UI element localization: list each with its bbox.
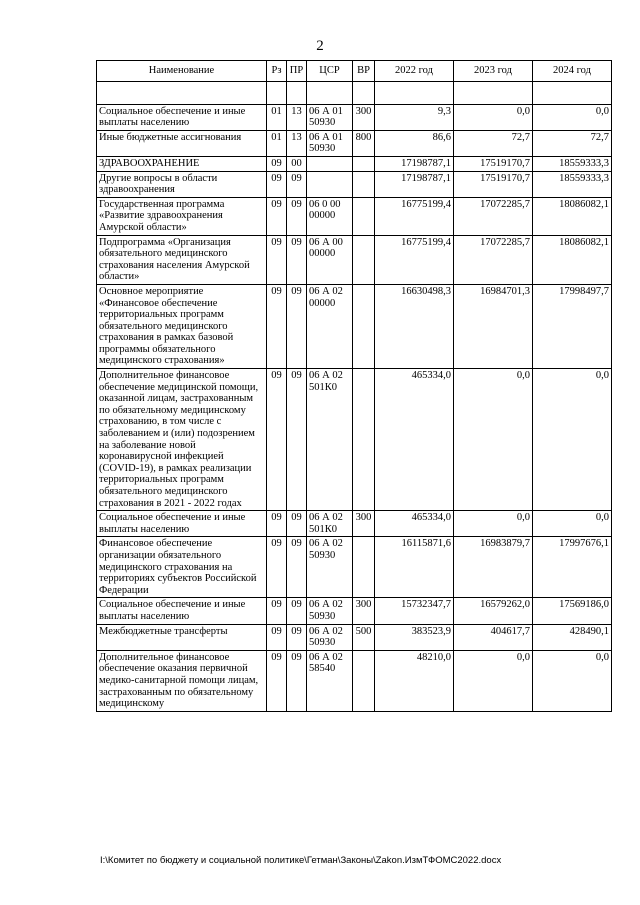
row-name: Государственная программа «Развитие здравоохранения Амурской области» <box>97 197 267 235</box>
row-vr <box>353 537 375 598</box>
row-value-2024: 18086082,1 <box>533 235 612 284</box>
column-header-rz: Рз <box>267 61 287 82</box>
row-name: Дополнительное финансовое обеспечение оказания первичной медико-санитарной помощи лицам, застрахованным по обязательному медицинскому <box>97 650 267 711</box>
row-vr: 300 <box>353 511 375 537</box>
row-value-2022: 86,6 <box>375 130 454 156</box>
document-file-path: I:\Комитет по бюджету и социальной политике\Гетман\Законы\Zakon.ИзмТФОМС2022.docx <box>100 855 502 866</box>
column-header-2024: 2024 год <box>533 61 612 82</box>
row-csr: 06 А 02 501К0 <box>307 511 353 537</box>
row-vr <box>353 171 375 197</box>
row-vr: 300 <box>353 104 375 130</box>
table-row <box>97 650 612 711</box>
row-csr: 06 А 02 50930 <box>307 537 353 598</box>
row-pr: 09 <box>287 537 307 598</box>
row-value-2024: 17998497,7 <box>533 284 612 368</box>
row-value-2023: 16983879,7 <box>454 537 533 598</box>
row-rz: 01 <box>267 104 287 130</box>
row-pr: 09 <box>287 650 307 711</box>
row-csr: 06 А 01 50930 <box>307 130 353 156</box>
row-value-2024: 0,0 <box>533 650 612 711</box>
row-value-2023: 17519170,7 <box>454 171 533 197</box>
row-name: Социальное обеспечение и иные выплаты населению <box>97 598 267 624</box>
row-name: Подпрограмма «Организация обязательного медицинского страхования населения Амурской области» <box>97 235 267 284</box>
table-row <box>97 511 612 537</box>
row-vr <box>353 197 375 235</box>
row-rz: 09 <box>267 171 287 197</box>
row-csr <box>307 156 353 171</box>
row-value-2023: 0,0 <box>454 511 533 537</box>
row-pr: 13 <box>287 130 307 156</box>
row-value-2023: 0,0 <box>454 650 533 711</box>
row-vr <box>353 369 375 511</box>
row-value-2023: 16579262,0 <box>454 598 533 624</box>
row-pr: 13 <box>287 104 307 130</box>
table-row <box>97 284 612 368</box>
column-header-2023: 2023 год <box>454 61 533 82</box>
row-csr: 06 А 01 50930 <box>307 104 353 130</box>
row-pr: 09 <box>287 369 307 511</box>
row-value-2022: 16775199,4 <box>375 197 454 235</box>
row-vr: 500 <box>353 624 375 650</box>
row-value-2022: 17198787,1 <box>375 156 454 171</box>
row-rz: 09 <box>267 235 287 284</box>
page-number: 2 <box>316 38 324 54</box>
row-csr: 06 А 02 58540 <box>307 650 353 711</box>
row-value-2023: 0,0 <box>454 104 533 130</box>
table-row <box>97 537 612 598</box>
row-name: Иные бюджетные ассигнования <box>97 130 267 156</box>
row-value-2022: 48210,0 <box>375 650 454 711</box>
row-value-2024: 18086082,1 <box>533 197 612 235</box>
row-value-2022: 465334,0 <box>375 369 454 511</box>
row-name: ЗДРАВООХРАНЕНИЕ <box>97 156 267 171</box>
spacer-row <box>97 81 612 104</box>
row-rz: 09 <box>267 369 287 511</box>
row-rz: 09 <box>267 197 287 235</box>
row-value-2022: 15732347,7 <box>375 598 454 624</box>
row-name: Социальное обеспечение и иные выплаты населению <box>97 104 267 130</box>
row-value-2022: 465334,0 <box>375 511 454 537</box>
row-value-2024: 18559333,3 <box>533 171 612 197</box>
row-name: Дополнительное финансовое обеспечение медицинской помощи, оказанной лицам, застрахованным по обязательному медицинскому страхованию, в том числе с заболеванием и (или) подозрением на заболевание новой коронавирусной инфекцией (COVID-19), в рамках реализации территориальных программ обязательного медицинского страхования в 2021 - 2022 годах <box>97 369 267 511</box>
row-value-2023: 0,0 <box>454 369 533 511</box>
row-vr <box>353 235 375 284</box>
row-rz: 01 <box>267 130 287 156</box>
row-csr: 06 А 02 00000 <box>307 284 353 368</box>
row-value-2024: 18559333,3 <box>533 156 612 171</box>
table-row <box>97 369 612 511</box>
row-csr <box>307 171 353 197</box>
row-vr: 300 <box>353 598 375 624</box>
row-value-2022: 9,3 <box>375 104 454 130</box>
row-rz: 09 <box>267 624 287 650</box>
budget-table <box>96 60 612 712</box>
row-vr <box>353 156 375 171</box>
column-header-csr: ЦСР <box>307 61 353 82</box>
row-value-2022: 16115871,6 <box>375 537 454 598</box>
row-pr: 09 <box>287 511 307 537</box>
row-vr <box>353 650 375 711</box>
row-value-2023: 72,7 <box>454 130 533 156</box>
row-csr: 06 А 02 50930 <box>307 598 353 624</box>
table-row <box>97 104 612 130</box>
column-header-name: Наименование <box>97 61 267 82</box>
row-pr: 09 <box>287 171 307 197</box>
row-name: Другие вопросы в области здравоохранения <box>97 171 267 197</box>
row-name: Финансовое обеспечение организации обязательного медицинского страхования на территориях субъектов Российской Федерации <box>97 537 267 598</box>
row-value-2023: 17519170,7 <box>454 156 533 171</box>
row-value-2024: 17569186,0 <box>533 598 612 624</box>
table-row <box>97 171 612 197</box>
row-value-2023: 17072285,7 <box>454 197 533 235</box>
table-row <box>97 235 612 284</box>
row-rz: 09 <box>267 598 287 624</box>
row-csr: 06 0 00 00000 <box>307 197 353 235</box>
row-value-2022: 16630498,3 <box>375 284 454 368</box>
table-row <box>97 598 612 624</box>
row-value-2024: 0,0 <box>533 511 612 537</box>
row-value-2024: 0,0 <box>533 104 612 130</box>
table-row <box>97 130 612 156</box>
row-rz: 09 <box>267 156 287 171</box>
row-csr: 06 А 00 00000 <box>307 235 353 284</box>
row-rz: 09 <box>267 537 287 598</box>
column-header-2022: 2022 год <box>375 61 454 82</box>
row-rz: 09 <box>267 511 287 537</box>
row-value-2024: 17997676,1 <box>533 537 612 598</box>
row-name: Социальное обеспечение и иные выплаты населению <box>97 511 267 537</box>
column-header-vr: ВР <box>353 61 375 82</box>
row-pr: 09 <box>287 235 307 284</box>
row-value-2023: 17072285,7 <box>454 235 533 284</box>
row-value-2024: 428490,1 <box>533 624 612 650</box>
column-header-pr: ПР <box>287 61 307 82</box>
row-value-2022: 17198787,1 <box>375 171 454 197</box>
row-value-2024: 72,7 <box>533 130 612 156</box>
row-pr: 09 <box>287 624 307 650</box>
row-name: Основное мероприятие «Финансовое обеспечение территориальных программ обязательного медицинского страхования в рамках базовой программы обязательного медицинского страхования» <box>97 284 267 368</box>
table-row <box>97 197 612 235</box>
row-value-2023: 16984701,3 <box>454 284 533 368</box>
row-pr: 09 <box>287 284 307 368</box>
row-name: Межбюджетные трансферты <box>97 624 267 650</box>
row-value-2023: 404617,7 <box>454 624 533 650</box>
table-row <box>97 156 612 171</box>
row-value-2022: 383523,9 <box>375 624 454 650</box>
row-vr: 800 <box>353 130 375 156</box>
row-pr: 00 <box>287 156 307 171</box>
table-row <box>97 624 612 650</box>
row-value-2022: 16775199,4 <box>375 235 454 284</box>
row-rz: 09 <box>267 284 287 368</box>
table-header-row <box>97 61 612 82</box>
row-pr: 09 <box>287 197 307 235</box>
row-pr: 09 <box>287 598 307 624</box>
row-value-2024: 0,0 <box>533 369 612 511</box>
row-rz: 09 <box>267 650 287 711</box>
row-vr <box>353 284 375 368</box>
row-csr: 06 А 02 50930 <box>307 624 353 650</box>
row-csr: 06 А 02 501К0 <box>307 369 353 511</box>
